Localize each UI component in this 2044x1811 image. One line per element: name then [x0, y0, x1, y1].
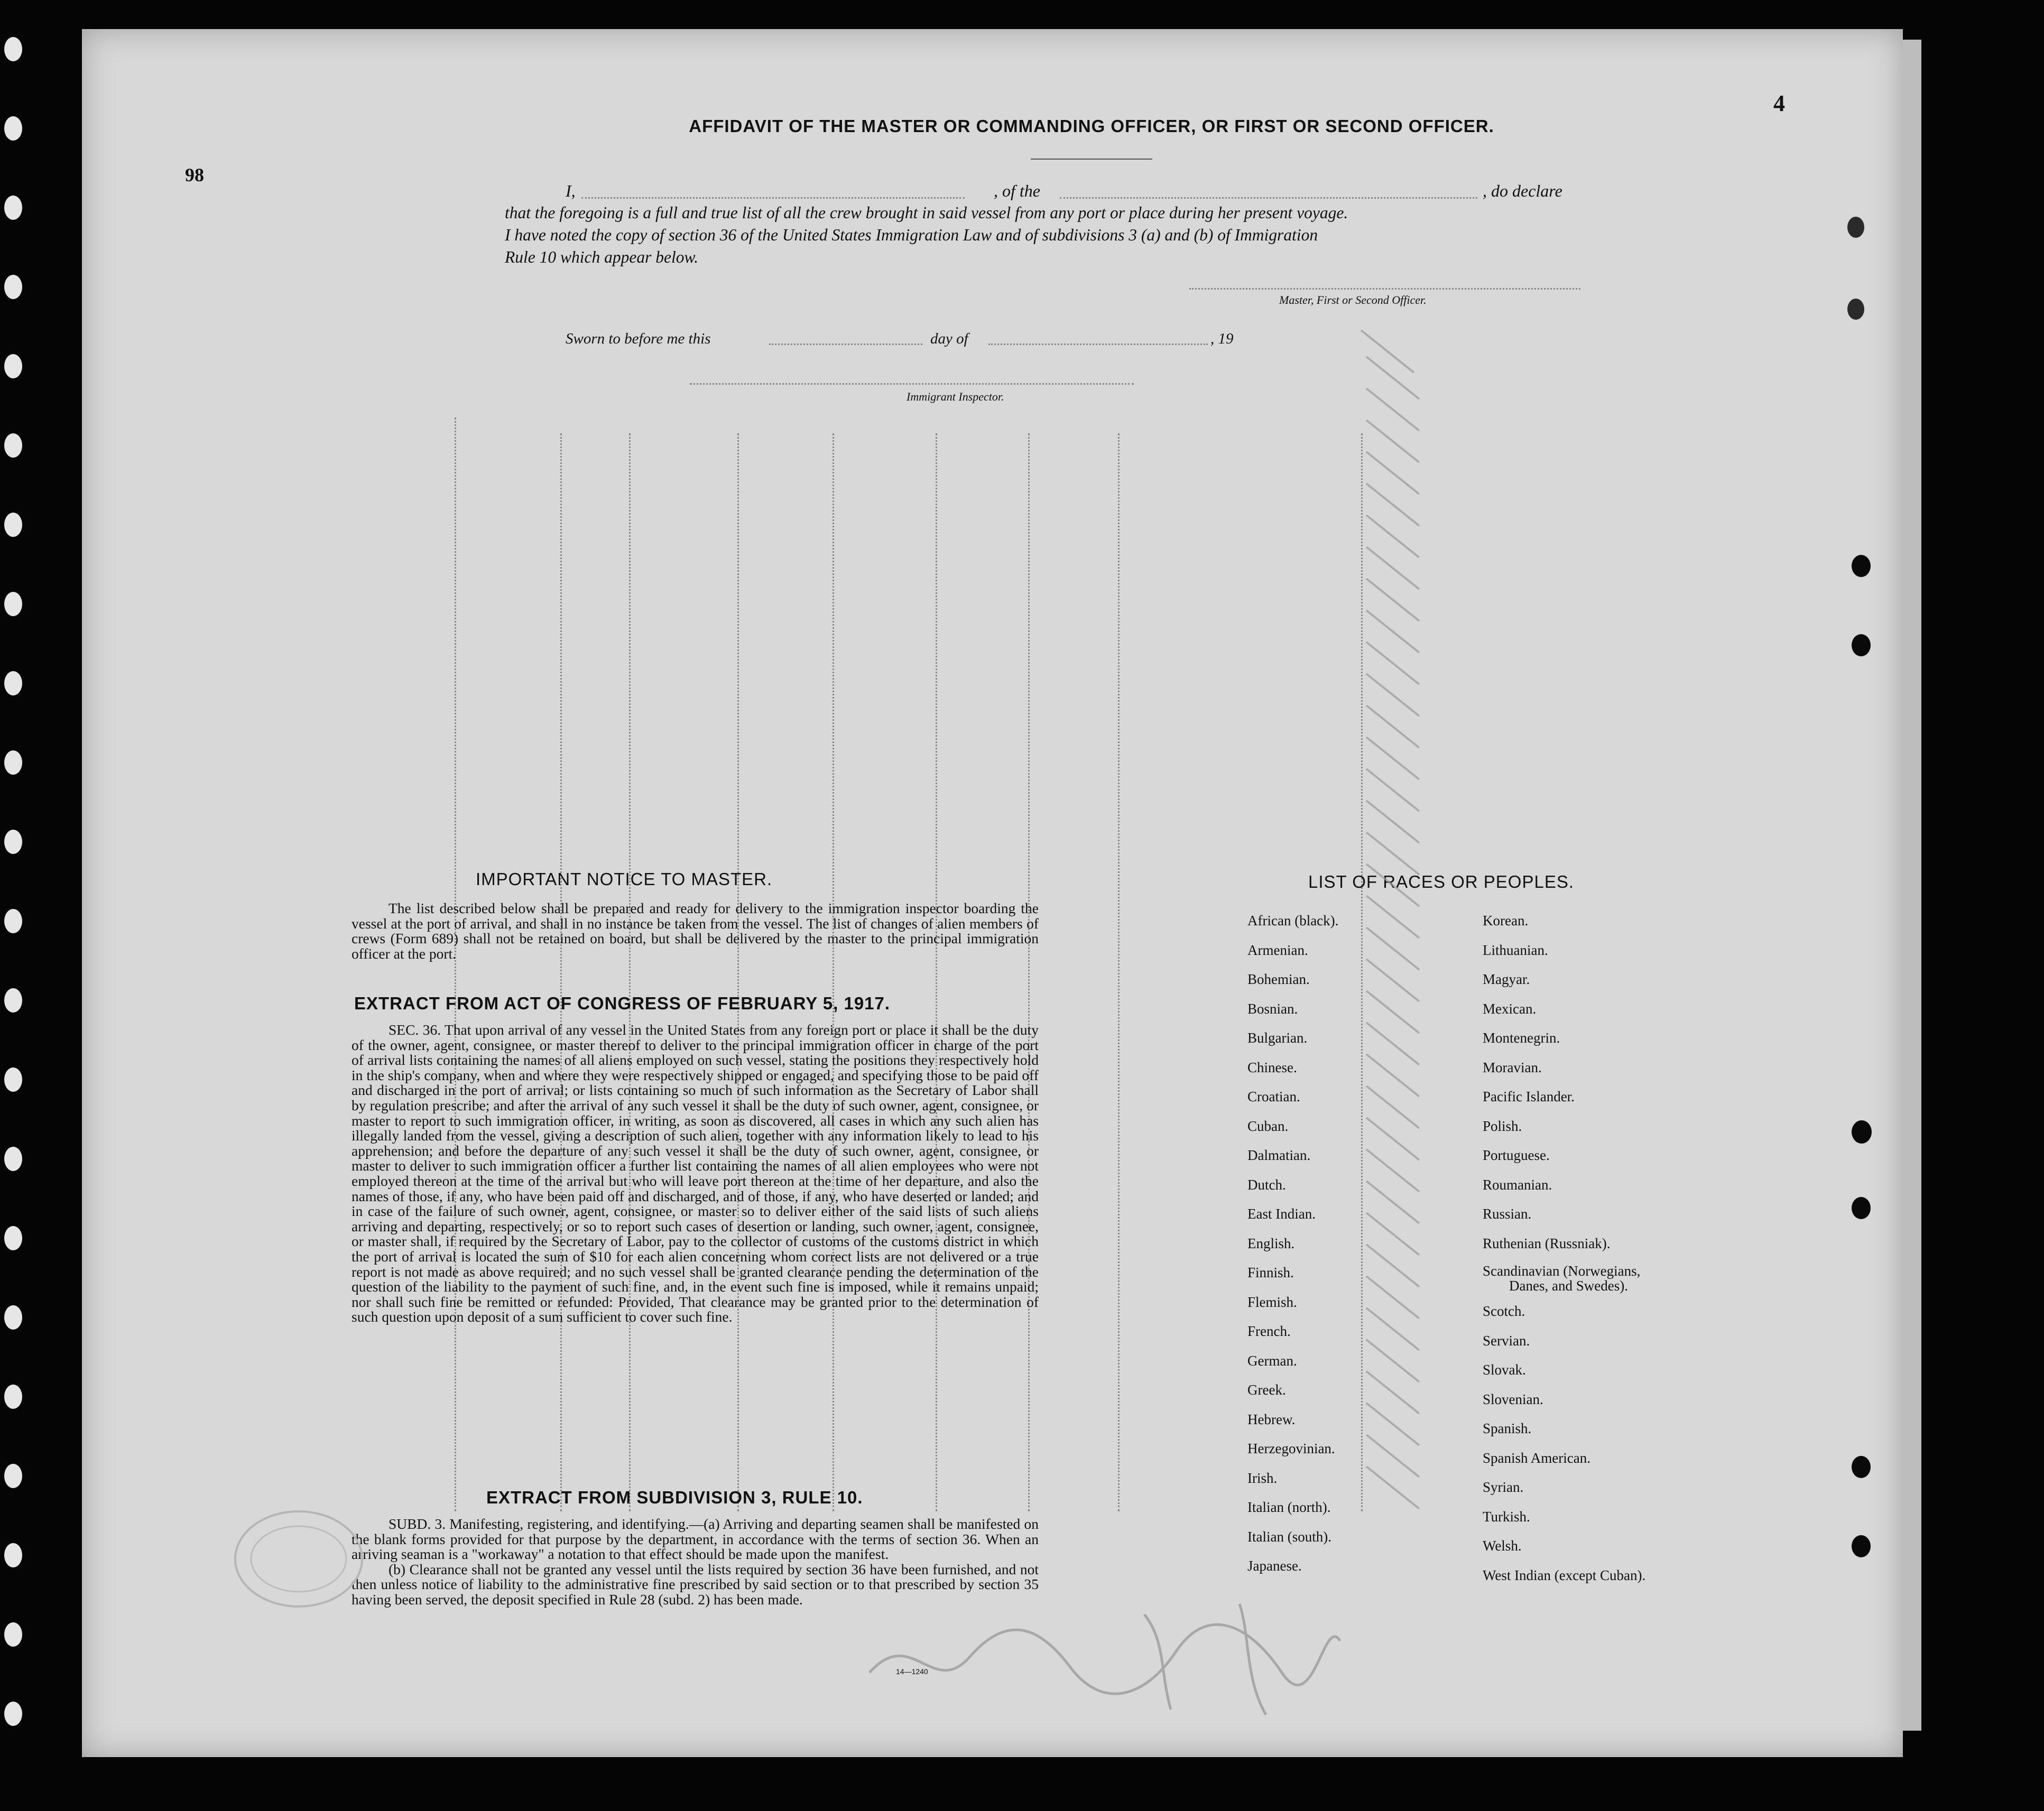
- race-item: Moravian.: [1483, 1059, 1542, 1075]
- race-item: Mexican.: [1483, 1000, 1537, 1017]
- rule-text: SUBD. 3. Manifesting, registering, and identifying.—(a) Arriving and departing seamen shall be manifested on the blank forms provided for that purpose by the department, in accordance with the terms of section 36. When an arriving seaman is a "workaway" a notation to that effect should be made upon the manifest. (b) Clearance shall not be granted any vessel until the lists required by section 36 have been furnished, and not then unless notice of liability to the administrative fine prescribed by said section or to that prescribed by section 35 having been served, the deposit specified in Rule 28 (subd. 2) has been made.: [352, 1516, 1039, 1608]
- race-item: Portuguese.: [1483, 1147, 1550, 1163]
- notice-heading: IMPORTANT NOTICE TO MASTER.: [476, 869, 773, 889]
- race-item: English.: [1247, 1235, 1295, 1251]
- rule-heading: EXTRACT FROM SUBDIVISION 3, RULE 10.: [486, 1488, 863, 1507]
- race-item: East Indian.: [1247, 1206, 1316, 1222]
- races-left-column: [1247, 906, 1338, 1581]
- race-item: Finnish.: [1247, 1265, 1294, 1280]
- race-item: Bosnian.: [1247, 1000, 1298, 1017]
- affidavit-of-the: , of the: [994, 181, 1040, 200]
- affidavit-declare: , do declare: [1483, 181, 1562, 200]
- race-item: Dalmatian.: [1247, 1147, 1311, 1163]
- race-item: West Indian (except Cuban).: [1483, 1567, 1646, 1583]
- race-item: Slovak.: [1483, 1362, 1526, 1378]
- race-item: Turkish.: [1483, 1508, 1530, 1525]
- affidavit-i: I,: [566, 181, 576, 200]
- sworn-day-blank: [769, 343, 922, 345]
- race-item: Slovenian.: [1483, 1391, 1543, 1407]
- races-right-column: [1483, 906, 1645, 1590]
- master-signature-label: Master, First or Second Officer.: [1279, 293, 1427, 307]
- sworn-text: Sworn to before me this: [566, 330, 711, 347]
- race-item: Korean.: [1483, 913, 1529, 928]
- race-item: Montenegrin.: [1483, 1030, 1560, 1046]
- act-heading: EXTRACT FROM ACT OF CONGRESS OF FEBRUARY 5, 1917.: [354, 993, 891, 1013]
- race-item: Syrian.: [1483, 1479, 1524, 1495]
- vessel-blank: [1060, 197, 1477, 199]
- affidavit-line2: that the foregoing is a full and true list of all the crew brought in said vessel from any port or place during her present voyage.: [505, 203, 1348, 222]
- race-item: Japanese.: [1247, 1558, 1302, 1574]
- day-of-text: day of: [930, 330, 968, 347]
- race-item: Ruthenian (Russniak).: [1483, 1235, 1611, 1251]
- race-item: Dutch.: [1247, 1176, 1286, 1193]
- race-item: Magyar.: [1483, 971, 1530, 987]
- race-item: Polish.: [1483, 1118, 1522, 1134]
- races-heading: LIST OF RACES OR PEOPLES.: [1308, 872, 1575, 891]
- race-item: Scandinavian (Norwegians,: [1483, 1263, 1641, 1279]
- race-item: Irish.: [1247, 1470, 1278, 1486]
- act-text: SEC. 36. That upon arrival of any vessel in the United States from any foreign port or place it shall be the duty of the owner, agent, consignee, or master thereof to deliver to the principal immigration officer in charge of the port of arrival lists containing the names of all aliens employed on such vessel, stating the positions they respectively hold in the ship's company, when and where they were respectively shipped or engaged, and specifying those to be paid off and discharged in the port of arrival; or lists containing so much of such information as the Secretary of Labor shall by regulation prescribe; and after the arrival of any such vessel it shall be the duty of such owner, agent, consignee, or master to report to such immigration officer, in writing, as soon as discovered, all cases in which any such alien has illegally landed from the vessel, giving a description of such alien, together with any information likely to lead to his apprehension; and before the departure of any such vessel it shall be the duty of such owner, agent, consignee, or master to deliver to such immigration officer a further list containing the names of all alien employees who were not employed thereon at the time of the arrival but who will leave port thereon at the time of her departure, and also the names of those, if any, who have been paid off and discharged, and of those, if any, who have deserted or landed; and in case of the failure of such owner, agent, consignee, or master so to deliver either of the said lists of such aliens arriving and departing, respectively, or so to report such cases of desertion or landing, such owner, agent, consignee, or master shall, if required by the Secretary of Labor, pay to the collector of customs of the customs district in which the port of arrival is located the sum of $10 for each alien concerning whom correct lists are not delivered or a true report is not made as above required; and no such vessel shall be granted clearance pending the determination of the question of the liability to the payment of such fine, and, in the event such fine is imposed, while it remains unpaid; nor shall such fine be remitted or refunded: Provided, That clearance may be granted prior to the determination of such question upon deposit of a sum sufficient to cover such fine.: [352, 1021, 1039, 1325]
- document-page: [82, 29, 1903, 1757]
- race-item: Italian (north).: [1247, 1499, 1331, 1515]
- name-blank: [581, 197, 965, 199]
- race-item: German.: [1247, 1352, 1297, 1369]
- race-item: Servian.: [1483, 1332, 1530, 1349]
- affidavit-line4: Rule 10 which appear below.: [505, 248, 698, 266]
- race-item: Greek.: [1247, 1382, 1286, 1398]
- inspector-label: Immigrant Inspector.: [907, 390, 1004, 403]
- ditto-strokes: [1351, 325, 1488, 1683]
- race-item: Bohemian.: [1247, 971, 1310, 987]
- race-item: Lithuanian.: [1483, 942, 1548, 958]
- race-item: Spanish American.: [1483, 1450, 1590, 1466]
- race-item: Italian (south).: [1247, 1528, 1331, 1545]
- faint-stamp: [230, 1503, 367, 1614]
- race-item: Croatian.: [1247, 1089, 1300, 1104]
- affidavit-line3: I have noted the copy of section 36 of the United States Immigration Law and of subdivisions 3 (a) and (b) of Immigration: [505, 226, 1318, 244]
- month-blank: [988, 343, 1208, 345]
- affidavit-title: AFFIDAVIT OF THE MASTER OR COMMANDING OFFICER, OR FIRST OR SECOND OFFICER.: [689, 116, 1494, 136]
- notice-text: The list described below shall be prepared and ready for delivery to the immigration inspector boarding the vessel at the port of arrival, and shall in no instance be taken from the vessel. The list of changes of alien members of crews (Form 689) shall not be retained on board, but shall be delivered by the master to the principal immigration officer at the port.: [352, 900, 1039, 962]
- race-item: Cuban.: [1247, 1118, 1289, 1134]
- race-item: Armenian.: [1247, 942, 1308, 958]
- race-item: Herzegovinian.: [1247, 1441, 1335, 1456]
- faint-handwriting: [848, 1593, 1351, 1720]
- race-item: French.: [1247, 1323, 1291, 1339]
- form-number: 14—1240: [896, 1667, 928, 1676]
- race-item: Spanish.: [1483, 1420, 1532, 1436]
- race-item: Danes, and Swedes).: [1509, 1278, 1628, 1294]
- margin-mark: 98: [185, 164, 204, 185]
- race-item: Pacific Islander.: [1483, 1089, 1575, 1104]
- race-item: African (black).: [1247, 913, 1339, 928]
- corner-mark: 4: [1773, 90, 1785, 116]
- race-item: Welsh.: [1483, 1538, 1522, 1554]
- race-item: Russian.: [1483, 1206, 1532, 1222]
- title-rule: [1031, 159, 1152, 160]
- race-item: Flemish.: [1247, 1294, 1297, 1310]
- race-item: Roumanian.: [1483, 1176, 1552, 1193]
- master-signature-line: [1189, 288, 1580, 290]
- race-item: Bulgarian.: [1247, 1030, 1308, 1046]
- race-item: Scotch.: [1483, 1303, 1525, 1319]
- inspector-signature-line: [690, 383, 1134, 385]
- race-item: Hebrew.: [1247, 1411, 1296, 1427]
- race-item: Chinese.: [1247, 1059, 1297, 1075]
- year-text: , 19: [1210, 330, 1234, 347]
